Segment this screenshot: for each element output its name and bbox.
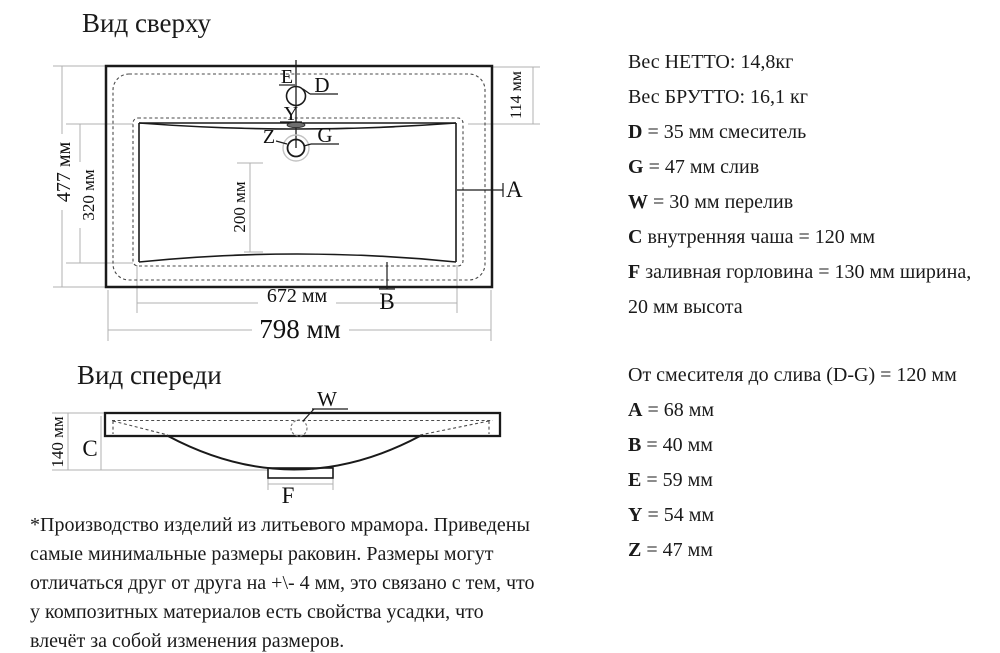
spec-text: = 47 мм — [641, 539, 713, 561]
dim-140-label: 140 мм — [48, 416, 67, 468]
spec-line — [628, 498, 1000, 533]
top-view-drawing — [50, 60, 540, 344]
spec-line — [628, 255, 1000, 290]
dim-114-label: 114 мм — [508, 71, 525, 119]
spec-text: 20 мм высота — [628, 296, 743, 318]
label-Y: Y — [283, 103, 299, 125]
dim-798-label: 798 мм — [259, 314, 341, 344]
note-line: влечёт за собой изменения размеров. — [30, 630, 345, 652]
specs-block-2 — [628, 358, 1000, 568]
leader-lines — [276, 85, 503, 289]
note-line: *Производство изделий из литьевого мрамора. Приведены — [30, 514, 530, 536]
spec-line — [628, 358, 1000, 393]
spec-key: Y — [628, 504, 643, 526]
label-backgrounds — [50, 134, 349, 343]
front-view-drawing — [48, 387, 500, 508]
note-line: самые минимальные размеры раковин. Размеры могут — [30, 543, 494, 565]
label-B: B — [379, 289, 395, 314]
spec-key: Z — [628, 539, 642, 561]
spec-key: G — [628, 156, 644, 178]
label-F: F — [281, 483, 295, 508]
label-G: G — [317, 123, 333, 147]
spec-line — [628, 393, 1000, 428]
bowl-outline — [139, 123, 456, 262]
bowl-curve — [168, 436, 420, 470]
dim-672-label: 672 мм — [266, 285, 328, 307]
spec-text: = 59 мм — [641, 469, 713, 491]
label-W: W — [317, 387, 337, 411]
sink-profile-outline — [105, 413, 500, 436]
note-line: отличаться друг от друга на +\- 4 мм, это связано с тем, что — [30, 572, 535, 594]
dim-477-label: 477 мм — [53, 141, 75, 203]
spec-text: = 40 мм — [641, 434, 713, 456]
specifications-column — [628, 45, 1000, 568]
hidden-edges — [112, 421, 493, 436]
spec-text: Вес БРУТТО: 16,1 кг — [628, 86, 808, 108]
label-E: E — [280, 66, 294, 88]
spec-text: От смесителя до слива (D-G) = 120 мм — [628, 364, 957, 386]
overflow-hole-circle — [291, 420, 307, 436]
specs-block-1 — [628, 45, 1000, 325]
spec-text: = 35 мм смеситель — [642, 121, 807, 143]
spec-line — [628, 463, 1000, 498]
spec-key: W — [628, 191, 648, 213]
spec-text: = 68 мм — [642, 399, 715, 421]
label-D: D — [314, 73, 330, 97]
spec-line — [628, 428, 1000, 463]
top-view-title: Вид сверху — [82, 8, 211, 38]
spec-key: E — [628, 469, 642, 491]
label-A: A — [506, 177, 523, 202]
spec-line — [628, 185, 1000, 220]
spec-key: D — [628, 121, 643, 143]
spec-text: внутренняя чаша = 120 мм — [642, 226, 876, 248]
spec-line — [628, 220, 1000, 255]
spec-text: = 47 мм слив — [643, 156, 760, 178]
spec-line — [628, 45, 1000, 80]
spec-line — [628, 533, 1000, 568]
spec-text: = 54 мм — [642, 504, 715, 526]
spec-text: заливная горловина = 130 мм ширина, — [640, 261, 972, 283]
spec-line — [628, 290, 1000, 325]
label-C: C — [82, 436, 98, 461]
spec-key: B — [628, 434, 642, 456]
spec-line — [628, 115, 1000, 150]
front-view-title: Вид спереди — [77, 360, 222, 390]
dim-320-label: 320 мм — [79, 169, 98, 221]
spec-text: Вес НЕТТО: 14,8кг — [628, 51, 794, 73]
dim-200-label: 200 мм — [230, 181, 249, 233]
label-Z: Z — [262, 126, 276, 148]
spec-line — [628, 150, 1000, 185]
note-line: у композитных материалов есть свойства усадки, что — [30, 601, 484, 623]
spec-line — [628, 80, 1000, 115]
spec-key: F — [628, 261, 641, 283]
production-note — [30, 511, 534, 653]
spec-key: A — [628, 399, 643, 421]
spec-text: = 30 мм перелив — [648, 191, 794, 213]
spec-key: C — [628, 226, 643, 248]
